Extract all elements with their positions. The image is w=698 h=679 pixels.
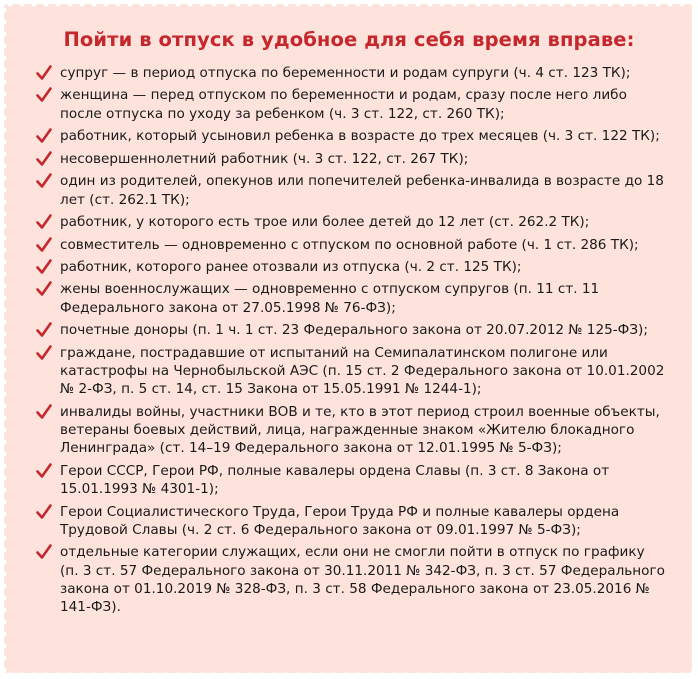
list-item (36, 403, 666, 458)
list-item (36, 172, 666, 209)
list-item-text: супруг — в период отпуска по беременности и родам супруги (ч. 4 ст. 123 ТК); (60, 65, 631, 81)
checkmark-icon (36, 150, 52, 168)
list-item (36, 127, 666, 145)
checkmark-icon (36, 280, 52, 298)
list-item (36, 462, 666, 499)
checkmark-icon (36, 344, 52, 362)
list-item-text: инвалиды войны, участники ВОВ и те, кто в этот период строил военные объекты, ветераны боевых действий, лица, награжденные знаком «Жителю блокадного Ленинграда» (ст. 14–19 Федерального закона от 12.01.1995 № 5-ФЗ); (60, 403, 660, 457)
list-item-text: граждане, пострадавшие от испытаний на Семипалатинском полигоне или катастрофы на Чернобыльской АЭС (п. 15 ст. 2 Федерального закона от 10.01.2002 № 2-ФЗ, п. 5 ст. 14, ст. 15 Закона от 15.05.1991 № 1244-1); (60, 344, 665, 398)
card-title: Пойти в отпуск в удобное для себя время вправе: (63, 28, 635, 51)
list-item (36, 213, 666, 231)
list-item-text: один из родителей, опекунов или попечителей ребенка-инвалида в возрасте до 18 лет (ст. 262.1 ТК); (60, 173, 664, 208)
checkmark-icon (36, 172, 52, 190)
checkmark-icon (36, 403, 52, 421)
list-item-text: жены военнослужащих — одновременно с отпуском супругов (п. 11 ст. 11 Федерального закона от 27.05.1998 № 76-ФЗ); (60, 281, 600, 316)
checkmark-icon (36, 258, 52, 276)
list-item-text: Герои СССР, Герои РФ, полные кавалеры ордена Славы (п. 3 ст. 8 Закона от 15.01.1993 № 4301-1); (60, 462, 610, 498)
list-item-text: отдельные категории служащих, если они не смогли пойти в отпуск по графику (п. 3 ст. 57 Федерального закона от 30.11.2011 № 342-ФЗ, п. 3 ст. 57 Федерального закона от 01.10.2019 № 328-ФЗ, п. 3 ст. 58 Федерального закона от 23.05.2016 № 141-ФЗ). (60, 544, 665, 616)
list-item (36, 86, 666, 123)
list-item (36, 64, 666, 82)
checkmark-icon (36, 462, 52, 480)
checkmark-icon (36, 503, 52, 521)
list-item (36, 258, 666, 276)
list-item-text: почетные доноры (п. 1 ч. 1 ст. 23 Федерального закона от 20.07.2012 № 125-ФЗ); (60, 322, 648, 339)
checkmark-icon (36, 543, 52, 561)
list-item (36, 280, 666, 317)
list-item (36, 236, 666, 254)
list-item-text: работник, который усыновил ребенка в возрасте до трех месяцев (ч. 3 ст. 122 ТК); (60, 128, 660, 145)
list-item (36, 344, 666, 399)
list-item-text: работник, которого ранее отозвали из отпуска (ч. 2 ст. 125 ТК); (60, 258, 522, 275)
checkmark-icon (36, 213, 52, 231)
checkmark-icon (36, 64, 52, 82)
list-item-text: Герои Социалистического Труда, Герои Труда РФ и полные кавалеры ордена Трудовой Славы (ч. 2 ст. 6 Федерального закона от 09.01.1997 № 5-ФЗ); (60, 503, 620, 538)
checkmark-icon (36, 127, 52, 145)
list-item-text: несовершеннолетний работник (ч. 3 ст. 122, ст. 267 ТК); (60, 150, 469, 167)
list-item (36, 321, 666, 339)
list-item (36, 150, 666, 168)
list-item (36, 543, 666, 616)
checkmark-icon (36, 86, 52, 104)
list-item (36, 503, 666, 540)
list-item-text: работник, у которого есть трое или более детей до 12 лет (ст. 262.2 ТК); (60, 214, 590, 231)
list-item-text: совместитель — одновременно с отпуском по основной работе (ч. 1 ст. 286 ТК); (60, 236, 639, 253)
eligibility-list (36, 64, 666, 621)
checkmark-icon (36, 321, 52, 339)
list-item-text: женщина — перед отпуском по беременности и родам, сразу после него либо после отпуска по уходу за ребенком (ч. 3 ст. 122, ст. 260 ТК); (60, 87, 627, 122)
checkmark-icon (36, 236, 52, 254)
